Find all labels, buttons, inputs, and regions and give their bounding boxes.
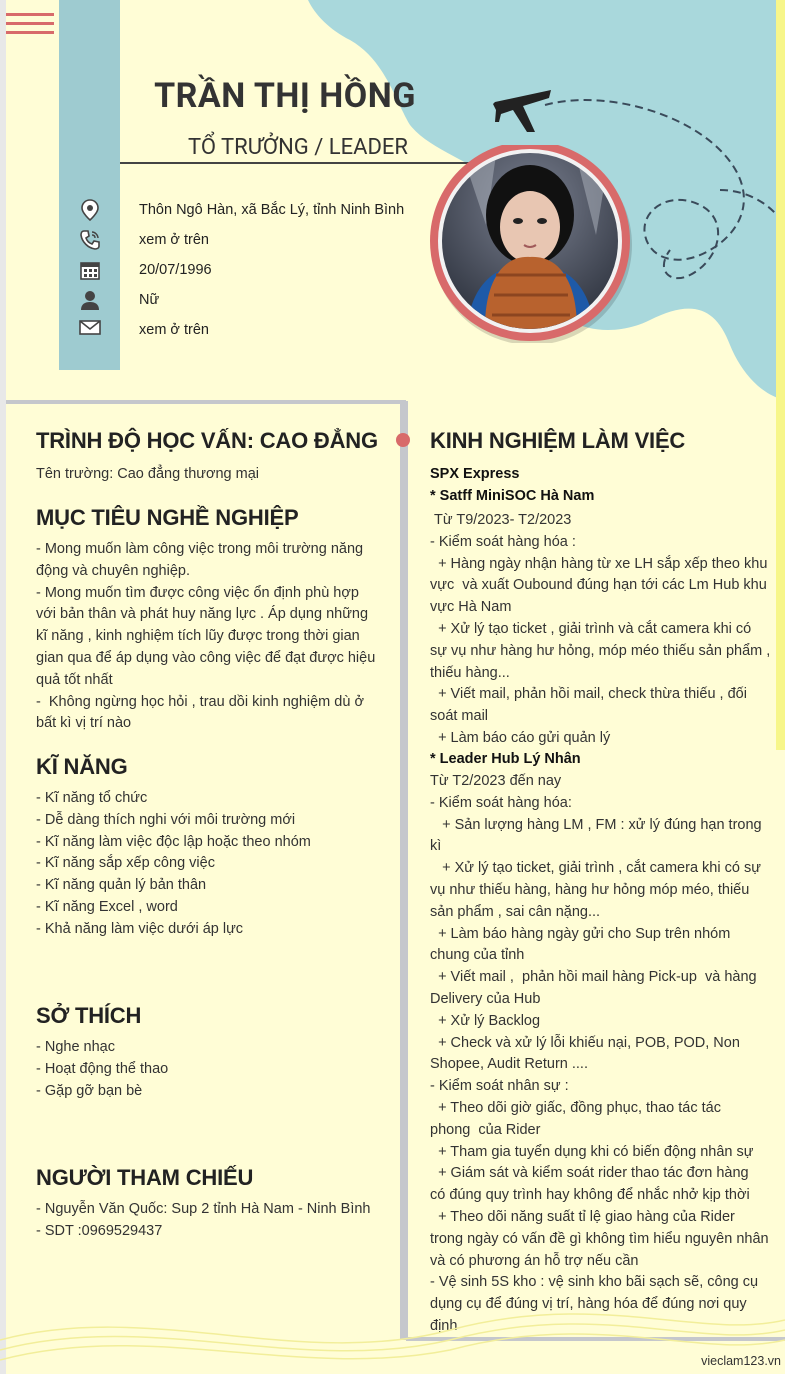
contact-address: Thôn Ngô Hàn, xã Bắc Lý, tỉnh Ninh Bình	[139, 202, 405, 218]
experience-role-2-prefix: *	[430, 751, 440, 767]
references-text: - Nguyễn Văn Quốc: Sup 2 tỉnh Hà Nam - Ninh Bình - SDT :0969529437	[36, 1201, 371, 1239]
objective-text: - Mong muốn làm công việc trong môi trường năng động và chuyên nghiệp. - Mong muốn tìm được công việc ổn định phù hợp với bản thân và phát huy năng lực . Áp dụng những kĩ năng , kinh nghiệm tích lũy được trong thời gian gian qua để áp dụng vào công việc để đạt được hiệu quả tốt nhất - Không ngừng học hỏi , trau dồi kinh nghiệm dù ở bất kì vị trí nào	[36, 541, 376, 732]
section-divider-vertical	[400, 401, 408, 1340]
mail-icon	[79, 316, 101, 338]
contact-gender: Nữ	[139, 292, 160, 308]
location-icon	[79, 199, 101, 221]
experience-title: KINH NGHIỆM LÀM VIỆC	[430, 428, 686, 453]
menu-icon[interactable]	[6, 13, 54, 41]
contact-email: xem ở trên	[139, 322, 209, 338]
experience-role-1: * Satff MiniSOC Hà Nam	[430, 488, 595, 504]
phone-icon	[79, 229, 101, 251]
section-divider-horizontal	[6, 400, 406, 404]
hobbies-title: SỞ THÍCH	[36, 1003, 142, 1028]
footer-watermark: vieclam123.vn	[701, 1354, 781, 1368]
hobbies-text: - Nghe nhạc - Hoạt động thể thao - Gặp gỡ bạn bè	[36, 1039, 169, 1099]
experience-company: SPX Express	[430, 466, 520, 482]
side-bar	[59, 0, 120, 370]
contact-phone: xem ở trên	[139, 232, 209, 248]
avatar	[426, 145, 634, 343]
calendar-icon	[79, 259, 101, 281]
title-underline	[120, 162, 476, 164]
experience-body-1: Từ T9/2023- T2/2023 - Kiểm soát hàng hóa : + Hàng ngày nhận hàng từ xe LH sắp xếp theo khu vực và xuất Oubound đúng hạn tới các Lm Hub khu vực Hà Nam + Xử lý tạo ticket , giải trình và cắt camera khi có sự vụ như hàng hư hỏng, móp méo thiếu sản phẩm , thiếu hàng... + Viết mail, phản hồi mail, check thừa thiếu , đối soát mail + Làm báo cáo gửi quản lý	[430, 512, 771, 746]
education-school: Tên trường: Cao đẳng thương mại	[36, 466, 260, 482]
right-accent-strip	[776, 0, 785, 750]
footer-wave-decoration	[0, 1280, 785, 1374]
airplane-icon	[493, 82, 553, 134]
skills-title: KĨ NĂNG	[36, 754, 128, 779]
education-title: TRÌNH ĐỘ HỌC VẤN: CAO ĐẲNG	[36, 428, 378, 453]
experience-role-2-line	[430, 749, 581, 771]
objective-title: MỤC TIÊU NGHỀ NGHIỆP	[36, 505, 299, 530]
references-title: NGƯỜI THAM CHIẾU	[36, 1165, 254, 1190]
candidate-position: TỔ TRƯỞNG / LEADER	[188, 135, 408, 160]
timeline-dot	[396, 433, 410, 447]
skills-text: - Kĩ năng tổ chức - Dễ dàng thích nghi với môi trường mới - Kĩ năng làm việc độc lập hoặc theo nhóm - Kĩ năng sắp xếp công việc - Kĩ năng quản lý bản thân - Kĩ năng Excel , word - Khả năng làm việc dưới áp lực	[36, 790, 311, 937]
experience-body-2: Từ T2/2023 đến nay - Kiểm soát hàng hóa: + Sản lượng hàng LM , FM : xử lý đúng hạn trong kì + Xử lý tạo ticket, giải trình , cắt camera khi có sự vụ như thiếu hàng, hàng hư hỏng móp méo, thiếu sản phẩm , sai cân nặng... + Làm báo hàng ngày gửi cho Sup trên nhóm chung của tỉnh + Viết mail , phản hồi mail hàng Pick-up và hàng Delivery của Hub + Xử lý Backlog + Check và xử lý lỗi khiếu nại, POB, POD, Non Shopee, Audit Return .... - Kiểm soát nhân sự : + Theo dõi giờ giấc, đồng phục, thao tác tác phong của Rider + Tham gia tuyển dụng khi có biến động nhân sự + Giám sát và kiểm soát rider thao tác đơn hàng có đúng quy trình hay không để nhắc nhở kịp thời + Theo dõi năng suất tỉ lệ giao hàng của Rider trong ngày có vấn đề gì không tìm hiểu nguyên nhân và có phương án hỗ trợ nếu cần - Vệ sinh 5S kho : vệ sinh kho bãi sạch sẽ, công cụ dụng cụ để đúng vị trí, hàng hóa để đúng nơi quy định	[430, 773, 769, 1334]
candidate-name: TRẦN THỊ HỒNG	[154, 76, 416, 116]
person-icon	[79, 289, 101, 311]
contact-birthdate: 20/07/1996	[139, 262, 212, 278]
experience-role-2: Leader Hub Lý Nhân	[439, 751, 581, 767]
